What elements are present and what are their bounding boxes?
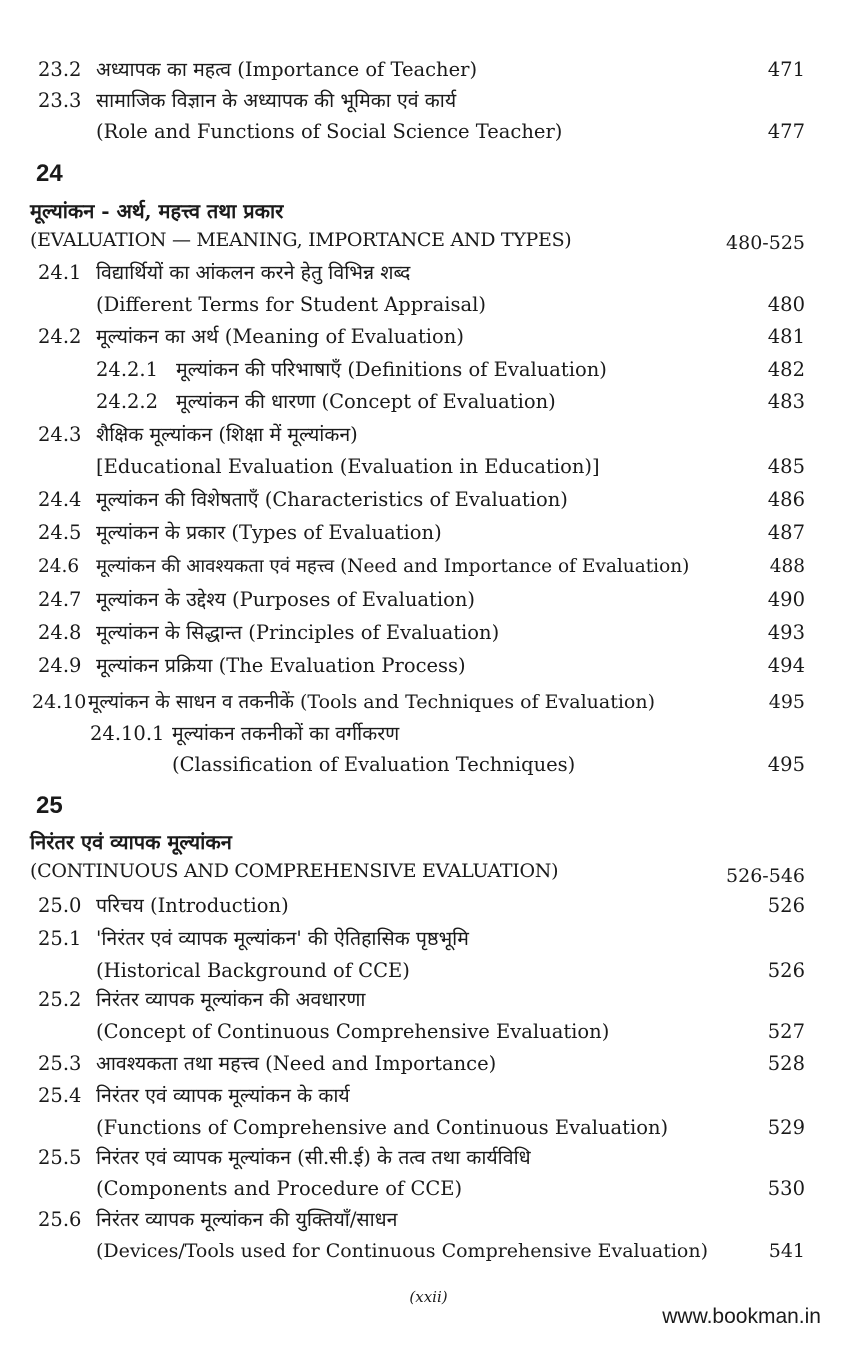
entry-title: सामाजिक विज्ञान के अध्यापक की भूमिका एवं कार्य	[96, 89, 457, 112]
entry-page: 526	[767, 959, 805, 982]
entry-number: 23.2	[38, 58, 82, 81]
entry-title: मूल्यांकन तकनीकों का वर्गीकरण	[172, 722, 400, 745]
entry-number: 24.1	[38, 261, 82, 284]
chapter-number: 24	[36, 160, 63, 187]
entry-number: 24.3	[38, 423, 82, 446]
entry-title: (Functions of Comprehensive and Continuous Evaluation)	[96, 1116, 669, 1139]
entry-title: [Educational Evaluation (Evaluation in Education)]	[96, 455, 600, 478]
entry-number: 24.10	[32, 691, 87, 713]
entry-number: 25.4	[38, 1084, 82, 1107]
entry-title: (Historical Background of CCE)	[96, 959, 410, 982]
entry-title: मूल्यांकन के प्रकार (Types of Evaluation)	[96, 521, 442, 544]
entry-number: 25.5	[38, 1146, 82, 1169]
entry-title: (Devices/Tools used for Continuous Comprehensive Evaluation)	[96, 1240, 708, 1262]
entry-title: 'निरंतर एवं व्यापक मूल्यांकन' की ऐतिहासिक पृष्ठभूमि	[96, 927, 469, 950]
toc-entry-continuation	[0, 290, 857, 320]
toc-entry	[0, 924, 857, 954]
toc-entry	[0, 552, 857, 582]
toc-entry	[0, 985, 857, 1015]
entry-page: 482	[767, 358, 805, 381]
entry-number: 23.3	[38, 89, 82, 112]
entry-page: 529	[767, 1116, 805, 1139]
toc-subentry	[0, 719, 857, 749]
entry-title: निरंतर एवं व्यापक मूल्यांकन (सी.सी.ई) के तत्व तथा कार्यविधि	[96, 1146, 531, 1169]
entry-number: 24.4	[38, 488, 82, 511]
entry-title: (Concept of Continuous Comprehensive Evaluation)	[96, 1020, 610, 1043]
entry-title: (Classification of Evaluation Techniques)	[172, 753, 576, 776]
entry-page: 477	[767, 120, 805, 143]
toc-entry-continuation	[0, 1236, 857, 1266]
toc-entry	[0, 258, 857, 288]
entry-title: शैक्षिक मूल्यांकन (शिक्षा में मूल्यांकन)	[96, 423, 358, 446]
toc-entry	[0, 1205, 857, 1235]
entry-number: 25.1	[38, 927, 82, 950]
entry-page: 494	[767, 654, 805, 677]
chapter-title-hindi: मूल्यांकन - अर्थ, महत्त्व तथा प्रकार	[30, 199, 284, 223]
entry-title: (Components and Procedure of CCE)	[96, 1177, 463, 1200]
entry-page: 495	[767, 753, 805, 776]
toc-entry	[0, 687, 857, 717]
entry-number: 24.10.1	[90, 722, 165, 745]
entry-title: मूल्यांकन की विशेषताएँ (Characteristics of Evaluation)	[96, 488, 568, 511]
entry-page: 481	[767, 325, 805, 348]
entry-title: मूल्यांकन की परिभाषाएँ (Definitions of Evaluation)	[176, 358, 607, 381]
toc-entry	[0, 651, 857, 681]
entry-number: 24.8	[38, 621, 82, 644]
entry-title: मूल्यांकन प्रक्रिया (The Evaluation Process)	[96, 654, 466, 677]
entry-number: 24.2.2	[96, 390, 159, 413]
entry-title: मूल्यांकन के सिद्धान्त (Principles of Evaluation)	[96, 621, 500, 644]
entry-number: 24.5	[38, 521, 82, 544]
toc-subentry-continuation	[0, 750, 857, 780]
entry-number: 24.7	[38, 588, 82, 611]
chapter-page-range: 480-525	[726, 232, 805, 254]
chapter-number: 25	[36, 792, 63, 819]
entry-title: मूल्यांकन का अर्थ (Meaning of Evaluation)	[96, 325, 464, 348]
entry-page: 480	[767, 293, 805, 316]
entry-page: 485	[767, 455, 805, 478]
entry-page: 487	[767, 521, 805, 544]
entry-number: 25.6	[38, 1208, 82, 1231]
chapter-title-hindi: निरंतर एवं व्यापक मूल्यांकन	[30, 830, 232, 854]
toc-entry-continuation	[0, 117, 857, 147]
page-folio: (xxii)	[409, 1288, 448, 1306]
entry-number: 24.6	[38, 556, 80, 577]
entry-number: 24.9	[38, 654, 82, 677]
entry-title: विद्यार्थियों का आंकलन करने हेतु विभिन्न शब्द	[96, 261, 411, 284]
entry-page: 471	[767, 58, 805, 81]
toc-entry	[0, 618, 857, 648]
entry-page: 526	[767, 894, 805, 917]
entry-title: (Role and Functions of Social Science Teacher)	[96, 120, 563, 143]
toc-entry	[0, 55, 857, 85]
entry-page: 490	[767, 588, 805, 611]
entry-number: 25.0	[38, 894, 82, 917]
entry-title: (Different Terms for Student Appraisal)	[96, 293, 486, 316]
entry-title: मूल्यांकन की आवश्यकता एवं महत्त्व (Need and Importance of Evaluation)	[96, 556, 690, 577]
entry-number: 25.2	[38, 988, 82, 1011]
toc-entry-continuation	[0, 1113, 857, 1143]
chapter-page-range: 526-546	[726, 865, 805, 887]
entry-title: निरंतर व्यापक मूल्यांकन की युक्तियाँ/साधन	[96, 1208, 398, 1231]
toc-entry	[0, 518, 857, 548]
toc-entry	[0, 86, 857, 116]
entry-page: 541	[768, 1240, 805, 1262]
entry-page: 528	[767, 1052, 805, 1075]
entry-page: 486	[767, 488, 805, 511]
entry-page: 488	[769, 556, 805, 577]
entry-number: 24.2	[38, 325, 82, 348]
toc-entry	[0, 891, 857, 921]
entry-title: परिचय (Introduction)	[96, 894, 289, 917]
entry-title: मूल्यांकन के उद्देश्य (Purposes of Evaluation)	[96, 588, 476, 611]
toc-subentry	[0, 355, 857, 385]
toc-entry	[0, 1081, 857, 1111]
toc-entry-continuation	[0, 1017, 857, 1047]
toc-entry	[0, 322, 857, 352]
entry-title: मूल्यांकन की धारणा (Concept of Evaluation)	[176, 390, 556, 413]
toc-entry	[0, 420, 857, 450]
entry-number: 25.3	[38, 1052, 82, 1075]
toc-entry	[0, 485, 857, 515]
entry-page: 483	[767, 390, 805, 413]
entry-title: अध्यापक का महत्व (Importance of Teacher)	[96, 58, 478, 81]
entry-title: निरंतर एवं व्यापक मूल्यांकन के कार्य	[96, 1084, 350, 1107]
publisher-website: www.bookman.in	[662, 1305, 821, 1328]
toc-entry	[0, 1143, 857, 1173]
entry-title: मूल्यांकन के साधन व तकनीकें (Tools and Techniques of Evaluation)	[88, 691, 656, 713]
chapter-title-english: (CONTINUOUS AND COMPREHENSIVE EVALUATION)	[30, 860, 559, 882]
toc-entry-continuation	[0, 956, 857, 986]
entry-number: 24.2.1	[96, 358, 159, 381]
toc-entry-continuation	[0, 1174, 857, 1204]
toc-entry-continuation	[0, 452, 857, 482]
entry-page: 493	[767, 621, 805, 644]
entry-title: आवश्यकता तथा महत्त्व (Need and Importance)	[96, 1052, 497, 1075]
entry-title: निरंतर व्यापक मूल्यांकन की अवधारणा	[96, 988, 366, 1011]
toc-entry	[0, 1049, 857, 1079]
entry-page: 530	[767, 1177, 805, 1200]
toc-subentry	[0, 387, 857, 417]
chapter-title-english: (EVALUATION — MEANING, IMPORTANCE AND TYPES)	[30, 229, 572, 251]
entry-page: 527	[767, 1020, 805, 1043]
toc-entry	[0, 585, 857, 615]
entry-page: 495	[768, 691, 805, 713]
